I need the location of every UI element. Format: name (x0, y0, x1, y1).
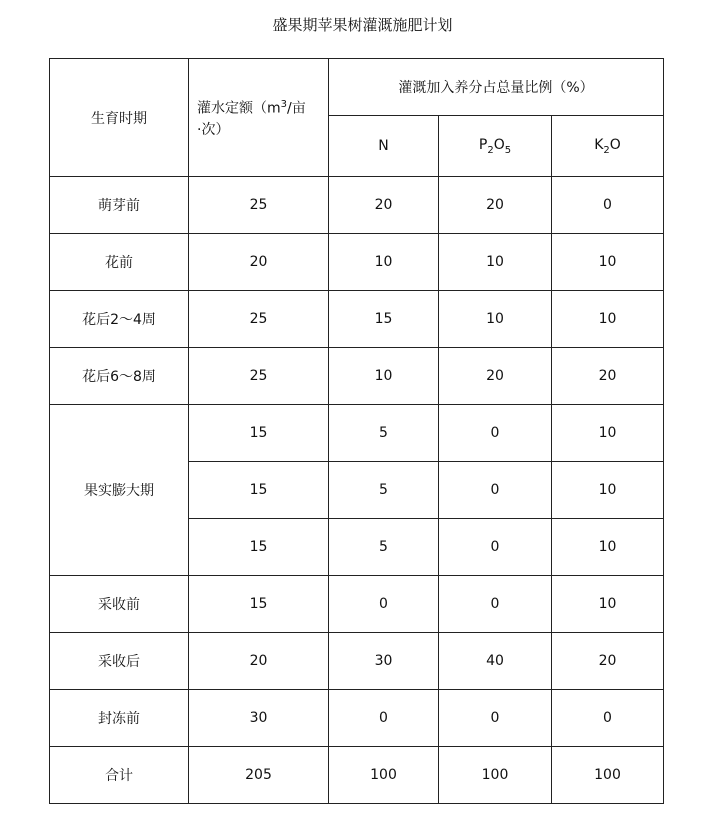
stage-cell: 封冻前 (50, 690, 189, 747)
n-cell: 15 (329, 291, 439, 348)
p-cell: 0 (439, 462, 552, 519)
quota-cell: 15 (189, 462, 329, 519)
n-cell: 5 (329, 462, 439, 519)
quota-cell: 20 (189, 633, 329, 690)
page-title: 盛果期苹果树灌溉施肥计划 (272, 16, 453, 34)
table-row (50, 633, 664, 690)
table-row (50, 576, 664, 633)
n-cell: 0 (329, 690, 439, 747)
k-s: 2 (603, 144, 610, 156)
quota-cell: 205 (189, 747, 329, 804)
n-cell: 10 (329, 234, 439, 291)
stage-cell: 采收前 (50, 576, 189, 633)
header-ratio: 灌溉加入养分占总量比例（%） (329, 59, 664, 116)
n-cell: 20 (329, 177, 439, 234)
k-cell: 10 (552, 291, 664, 348)
header-k2o (552, 116, 664, 177)
stage-cell: 萌芽前 (50, 177, 189, 234)
n-cell: 0 (329, 576, 439, 633)
n-cell: 5 (329, 519, 439, 576)
p-b: O (493, 136, 505, 153)
p-cell: 10 (439, 234, 552, 291)
k-cell: 10 (552, 576, 664, 633)
p-cell: 10 (439, 291, 552, 348)
table-row (50, 177, 664, 234)
p-cell: 20 (439, 177, 552, 234)
p-a: P (478, 136, 488, 153)
k-cell: 20 (552, 348, 664, 405)
stage-cell: 果实膨大期 (50, 405, 189, 576)
k-a: K (594, 136, 604, 153)
k-cell: 20 (552, 633, 664, 690)
quota-cell: 15 (189, 576, 329, 633)
p-cell: 0 (439, 576, 552, 633)
n-cell: 30 (329, 633, 439, 690)
p-cell: 0 (439, 519, 552, 576)
table-row (50, 291, 664, 348)
n-cell: 100 (329, 747, 439, 804)
p-s1: 2 (487, 144, 494, 156)
stage-cell: 采收后 (50, 633, 189, 690)
quota-cell: 25 (189, 291, 329, 348)
table-row (50, 690, 664, 747)
header-stage: 生育时期 (50, 59, 189, 177)
n-cell: 10 (329, 348, 439, 405)
quota-cell: 15 (189, 405, 329, 462)
k-cell: 10 (552, 462, 664, 519)
n-cell: 5 (329, 405, 439, 462)
quota-cell: 20 (189, 234, 329, 291)
header-quota (189, 59, 329, 177)
header-quota-sup: 3 (280, 98, 288, 110)
table-row (50, 405, 664, 462)
k-cell: 10 (552, 234, 664, 291)
p-cell: 40 (439, 633, 552, 690)
p-cell: 0 (439, 690, 552, 747)
header-row (50, 59, 664, 116)
stage-cell: 花后2～4周 (50, 291, 189, 348)
k-cell: 10 (552, 519, 664, 576)
p-s2: 5 (504, 144, 512, 156)
k-b: O (609, 136, 621, 153)
p-cell: 0 (439, 405, 552, 462)
stage-cell: 花后6～8周 (50, 348, 189, 405)
table-row (50, 348, 664, 405)
k-cell: 0 (552, 177, 664, 234)
quota-cell: 25 (189, 177, 329, 234)
table-row (50, 234, 664, 291)
quota-cell: 15 (189, 519, 329, 576)
k-cell: 100 (552, 747, 664, 804)
quota-cell: 30 (189, 690, 329, 747)
header-p2o5 (439, 116, 552, 177)
header-quota-b: /亩 (287, 100, 306, 117)
stage-cell: 合计 (50, 747, 189, 804)
header-n: N (329, 116, 439, 177)
total-row (50, 747, 664, 804)
p-cell: 20 (439, 348, 552, 405)
k-cell: 0 (552, 690, 664, 747)
fertigation-table (49, 58, 664, 804)
header-quota-a: 灌水定额（m (197, 100, 281, 117)
quota-cell: 25 (189, 348, 329, 405)
header-quota-c: ·次） (197, 122, 230, 139)
k-cell: 10 (552, 405, 664, 462)
p-cell: 100 (439, 747, 552, 804)
stage-cell: 花前 (50, 234, 189, 291)
